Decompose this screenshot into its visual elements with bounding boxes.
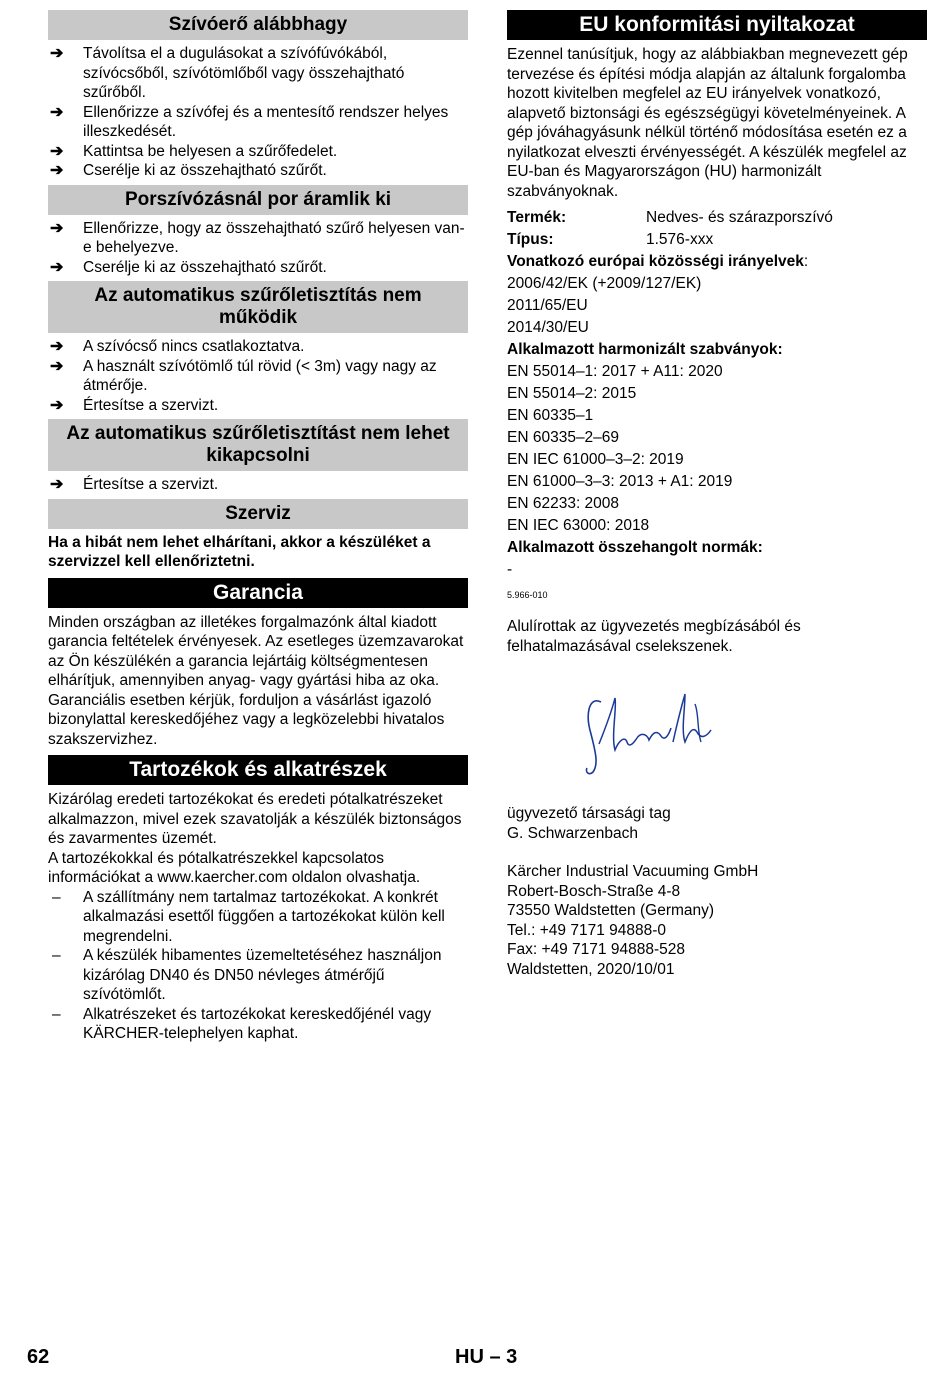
- standard-item: EN 60335–2–69: [507, 429, 620, 446]
- list-item: ➔ Ellenőrizze a szívófej és a mentesítő rendszer helyes illeszkedését.: [50, 103, 449, 140]
- page-number: 62: [27, 1346, 50, 1368]
- product-label: Termék:: [507, 209, 567, 226]
- product-row: [507, 207, 927, 229]
- document-code: 5.966-010: [507, 590, 548, 600]
- product-value: Nedves- és szárazporszívó: [646, 209, 833, 226]
- arrow-right-icon: ➔: [50, 476, 64, 493]
- section-heading-dust: Porszívózásnál por áramlik ki: [48, 185, 468, 215]
- list-item: ➔ Cserélje ki az összehajtható szűrőt.: [50, 258, 327, 276]
- left-column: [48, 10, 468, 1048]
- list-item: ➔ A használt szívótömlő túl rövid (< 3m) vagy nagy az átmérője.: [50, 357, 437, 394]
- arrow-right-icon: ➔: [50, 258, 64, 276]
- dash-bullet: –: [52, 947, 61, 964]
- dash-bullet: –: [52, 1005, 61, 1023]
- list-item: ➔ Ellenőrizze, hogy az összehajtható szűrő helyesen van-e behelyezve.: [50, 219, 465, 256]
- signature-statement: Alulírottak az ügyvezetés megbízásából és felhatalmazásával cselekszenek.: [507, 618, 801, 655]
- list-item: ➔ Cserélje ki az összehajtható szűrőt.: [50, 162, 327, 179]
- company-line: 73550 Waldstetten (Germany): [507, 902, 715, 919]
- directives-heading: Vonatkozó európai közösségi irányelvek:: [507, 253, 809, 270]
- right-column: [507, 10, 927, 979]
- directive-item: 2014/30/EU: [507, 319, 589, 336]
- company-line: Kärcher Industrial Vacuuming GmbH: [507, 863, 759, 880]
- service-text: Ha a hibát nem lehet elhárítani, akkor a készüléket a szervizzel kell ellenőriztetni.: [48, 533, 431, 570]
- arrow-right-icon: ➔: [50, 338, 64, 355]
- auto-clean-off-list: [48, 475, 468, 495]
- signer-name: G. Schwarzenbach: [507, 824, 638, 842]
- list-item: ➔ Kattintsa be helyesen a szűrőfedelet.: [50, 142, 338, 160]
- type-row: [507, 229, 927, 251]
- type-value: 1.576-xxx: [646, 231, 714, 248]
- signer-role: ügyvezető társasági tag: [507, 805, 671, 822]
- type-label: Típus:: [507, 231, 554, 248]
- arrow-right-icon: ➔: [50, 142, 64, 160]
- standard-item: EN IEC 63000: 2018: [507, 517, 650, 534]
- list-item: – Alkatrészeket és tartozékokat kereskedőjénél vagy KÄRCHER-telephelyen kaphat.: [52, 1005, 432, 1042]
- section-heading-warranty: Garancia: [48, 578, 468, 608]
- directive-item: 2006/42/EK (+2009/127/EK): [507, 275, 702, 292]
- section-heading-service: Szerviz: [48, 499, 468, 529]
- list-item: ➔ A szívócső nincs csatlakoztatva.: [50, 338, 305, 355]
- standard-item: EN 61000–3–3: 2013 + A1: 2019: [507, 473, 733, 490]
- standard-item: EN IEC 61000–3–2: 2019: [507, 451, 684, 468]
- arrow-right-icon: ➔: [50, 103, 64, 121]
- dash-bullet: –: [52, 888, 61, 906]
- section-heading-accessories: Tartozékok és alkatrészek: [48, 755, 468, 785]
- directive-item: 2011/65/EU: [507, 297, 588, 314]
- norms-heading: Alkalmazott összehangolt normák:: [507, 539, 763, 556]
- list-item: – A szállítmány nem tartalmaz tartozékokat. A konkrét alkalmazási esettől függően a tartozékokat külön kell megrendelni.: [52, 888, 445, 945]
- declaration-intro: Ezennel tanúsítjuk, hogy az alábbiakban megnevezett gép tervezése és építési módja alapján az általunk forgalomba hozott kivitelben megfelel az EU irányelvek vonatkozó, alapvető biztonsági és egészségügyi követelményeinek. A gép jóváhagyásunk nélkül történő módosítása esetén ez a nyilatkozat elveszti érvényességét. A készülék megfelel az EU-ban és Magyarországon (HU) harmonizált szabványoknak.: [507, 46, 908, 200]
- section-heading-auto-clean: Az automatikus szűrőletisztítás nem működik: [48, 281, 468, 333]
- auto-clean-list: [48, 337, 468, 415]
- suction-list: [48, 44, 468, 181]
- accessories-list: [48, 888, 468, 1044]
- list-item: – A készülék hibamentes üzemeltetéséhez használjon kizárólag DN40 és DN50 névleges átmérőjű szívótömlőt.: [52, 947, 442, 1003]
- arrow-right-icon: ➔: [50, 396, 64, 414]
- standard-item: EN 62233: 2008: [507, 495, 620, 512]
- section-heading-eu-declaration: EU konformitási nyiltakozat: [507, 10, 927, 40]
- standard-item: EN 55014–1: 2017 + A11: 2020: [507, 363, 723, 380]
- company-line: Tel.: +49 7171 94888-0: [507, 921, 667, 939]
- accessories-paragraph: Kizárólag eredeti tartozékokat és eredeti pótalkatrészeket alkalmazzon, mivel ezek szavatolják a készülék biztonságos és zavarmentes üzemét.: [48, 791, 462, 847]
- section-marker: HU – 3: [455, 1346, 518, 1368]
- warranty-text: Minden országban az illetékes forgalmazónk által kiadott garancia feltételek érvényesek. Az esetleges üzemzavarokat az Ön készülékén a garancia lejártáig költségmentesen elhárítjuk, amennyiben anyag- vagy gyártási hiba az oka. Garanciális esetben kérjük, forduljon a vásárlást igazoló bizonylattal kereskedőjéhez vagy a legközelebbi hivatalos szakszervizhez.: [48, 613, 464, 748]
- norms-value: -: [507, 561, 513, 578]
- company-line: Robert-Bosch-Straße 4-8: [507, 882, 681, 900]
- accessories-info-paragraph: A tartozékokkal és pótalkatrészekkel kapcsolatos információkat a www.kaercher.com oldalon olvashatja.: [48, 849, 421, 886]
- arrow-right-icon: ➔: [50, 219, 64, 237]
- signature-image: [581, 684, 721, 779]
- company-line: Waldstetten, 2020/10/01: [507, 960, 675, 978]
- section-heading-auto-clean-off: Az automatikus szűrőletisztítást nem lehet kikapcsolni: [48, 419, 468, 471]
- standard-item: EN 60335–1: [507, 407, 594, 424]
- dust-list: [48, 219, 468, 278]
- list-item: ➔ Értesítse a szervizt.: [50, 476, 219, 493]
- arrow-right-icon: ➔: [50, 162, 64, 179]
- arrow-right-icon: ➔: [50, 357, 64, 375]
- standard-item: EN 55014–2: 2015: [507, 385, 637, 402]
- arrow-right-icon: ➔: [50, 45, 64, 62]
- standards-heading: Alkalmazott harmonizált szabványok:: [507, 341, 783, 358]
- company-line: Fax: +49 7171 94888-528: [507, 941, 685, 958]
- list-item: ➔ Értesítse a szervizt.: [50, 396, 219, 414]
- section-heading-suction: Szívóerő alábbhagy: [48, 10, 468, 40]
- list-item: ➔ Távolítsa el a dugulásokat a szívófúvókából, szívócsőből, szívótömlőből vagy összehajtható szűrőből.: [50, 45, 405, 101]
